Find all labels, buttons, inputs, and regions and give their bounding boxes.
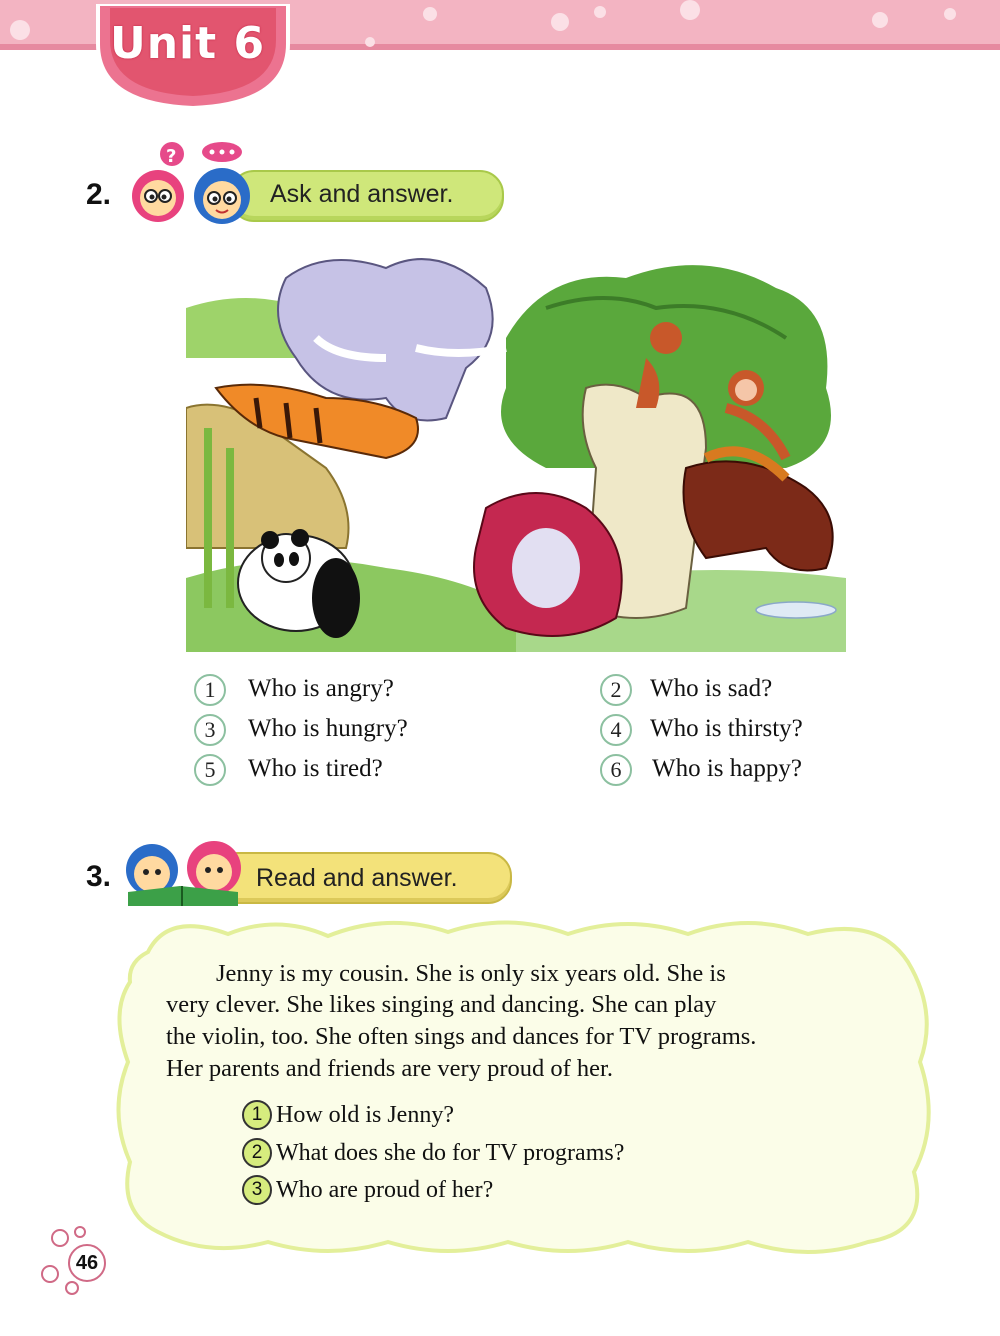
passage-line: Jenny is my cousin. She is only six years old. She is — [216, 960, 726, 987]
reading-question-text: Who are proud of her? — [276, 1177, 494, 1203]
question-4-text: Who is thirsty? — [650, 715, 803, 742]
svg-text:?: ? — [166, 146, 177, 167]
reading-question-1 — [242, 1100, 454, 1130]
question-2-text: Who is sad? — [650, 675, 773, 702]
question-number-badge: 3 — [194, 714, 226, 746]
question-number-badge: 5 — [194, 754, 226, 786]
question-number-badge: 1 — [242, 1100, 272, 1130]
reading-question-text: What does she do for TV programs? — [276, 1140, 625, 1166]
passage-line: the violin, too. She often sings and dances for TV programs. — [166, 1023, 757, 1050]
reading-question-2 — [242, 1138, 624, 1168]
question-number-badge: 2 — [600, 674, 632, 706]
reading-kids-icon — [118, 836, 250, 910]
section-2-instruction: Ask and answer. — [270, 180, 454, 208]
cartoon-kids-icon — [124, 140, 264, 224]
question-number-badge: 2 — [242, 1138, 272, 1168]
section-3-instruction: Read and answer. — [256, 864, 458, 892]
unit-title: Unit 6 — [110, 18, 266, 69]
section-2-number: 2. — [86, 178, 112, 211]
question-number-badge: 4 — [600, 714, 632, 746]
reading-question-text: How old is Jenny? — [276, 1102, 454, 1128]
question-5-text: Who is tired? — [248, 755, 383, 782]
question-number-badge: 3 — [242, 1175, 272, 1205]
question-number-badge: 6 — [600, 754, 632, 786]
question-3-text: Who is hungry? — [248, 715, 408, 742]
passage-line: very clever. She likes singing and dancing. She can play — [166, 991, 717, 1018]
section-3-number: 3. — [86, 860, 112, 893]
passage-line: Her parents and friends are very proud of her. — [166, 1055, 613, 1082]
question-1-text: Who is angry? — [248, 675, 394, 702]
reading-question-3 — [242, 1175, 493, 1205]
page-number: 46 — [68, 1244, 106, 1282]
question-number-badge: 1 — [194, 674, 226, 706]
question-6-text: Who is happy? — [652, 755, 802, 782]
animal-scene-illustration — [186, 248, 846, 652]
